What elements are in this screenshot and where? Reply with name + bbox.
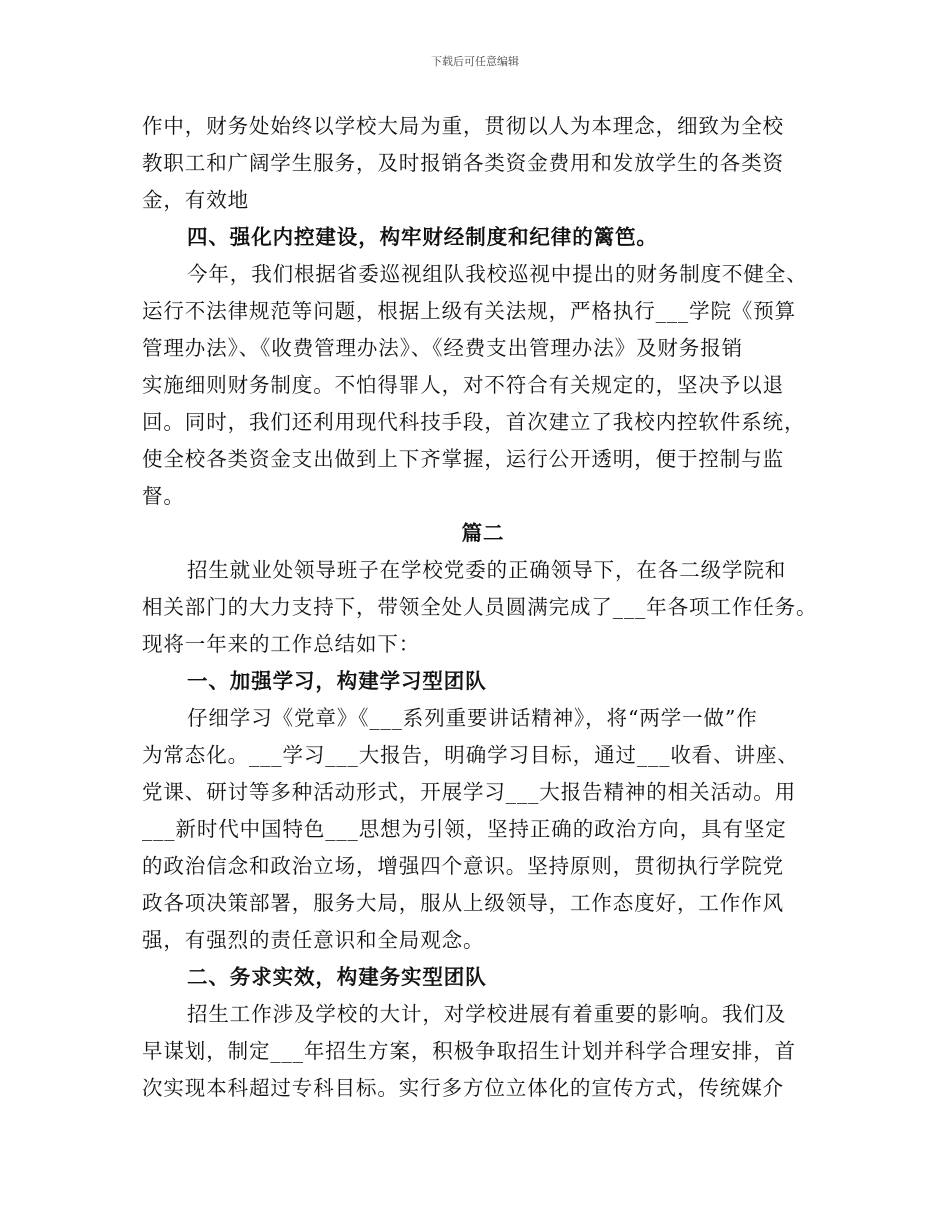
text-line: 督。 [142,484,185,508]
text-line: 教职工和广阔学生服务，及时报销各类资金费用和发放学生的各类资 [142,151,784,175]
text-line: 早谋划，制定___年招生方案，积极争取招生计划并科学合理安排，首 [142,1039,797,1063]
text-line: 招生就业处领导班子在学校党委的正确领导下，在各二级学院和 [187,558,787,582]
text-line: 运行不法律规范等问题，根据上级有关法规，严格执行___学院《预算 [142,299,797,323]
text-line: 政各项决策部署，服务大局，服从上级领导，工作态度好，工作作风 [142,891,784,915]
text-line: 招生工作涉及学校的大计，对学校进展有着重要的影响。我们及 [187,1002,787,1026]
text-line: 强，有强烈的责任意识和全局观念。 [142,928,485,952]
text-line: 的政治信念和政治立场，增强四个意识。坚持原则，贯彻执行学院党 [142,854,784,878]
text-line: 金，有效地 [142,188,249,212]
text-line: 党课、研讨等多种活动形式，开展学习___大报告精神的相关活动。用 [142,780,797,804]
text-line: 现将一年来的工作总结如下： [142,632,421,656]
text-line: 为常态化。___学习___大报告，明确学习目标，通过___收看、讲座、 [142,743,799,767]
section-heading: 一、加强学习，构建学习型团队 [187,669,487,693]
document-body [142,108,824,1107]
text-line: 相关部门的大力支持下，带领全处人员圆满完成了___年各项工作任务。 [142,595,818,619]
text-line: 实施细则财务制度。不怕得罪人，对不符合有关规定的，坚决予以退 [142,373,784,397]
text-line: 仔细学习《党章》《___系列重要讲话精神》，将“两学一做”作 [187,706,758,730]
page-header: 下载后可任意编辑 [431,55,519,68]
text-line: 今年，我们根据省委巡视组队我校巡视中提出的财务制度不健全、 [187,262,808,286]
section-heading: 二、务求实效，构建务实型团队 [187,965,487,989]
text-line: 次实现本科超过专科目标。实行多方位立体化的宣传方式，传统媒介 [142,1076,784,1100]
section-title: 篇二 [461,521,505,545]
text-line: 回。同时，我们还利用现代科技手段，首次建立了我校内控软件系统， [142,410,806,434]
text-line: 管理办法》、《收费管理办法》、《经费支出管理办法》及财务报销 [142,336,743,360]
text-line: 使全校各类资金支出做到上下齐掌握，运行公开透明，便于控制与监 [142,447,784,471]
section-heading: 四、强化内控建设，构牢财经制度和纪律的篱笆。 [187,225,658,249]
text-line: 作中，财务处始终以学校大局为重，贯彻以人为本理念，细致为全校 [142,114,784,138]
text-line: ___新时代中国特色___思想为引领，坚持正确的政治方向，具有坚定 [142,817,787,841]
